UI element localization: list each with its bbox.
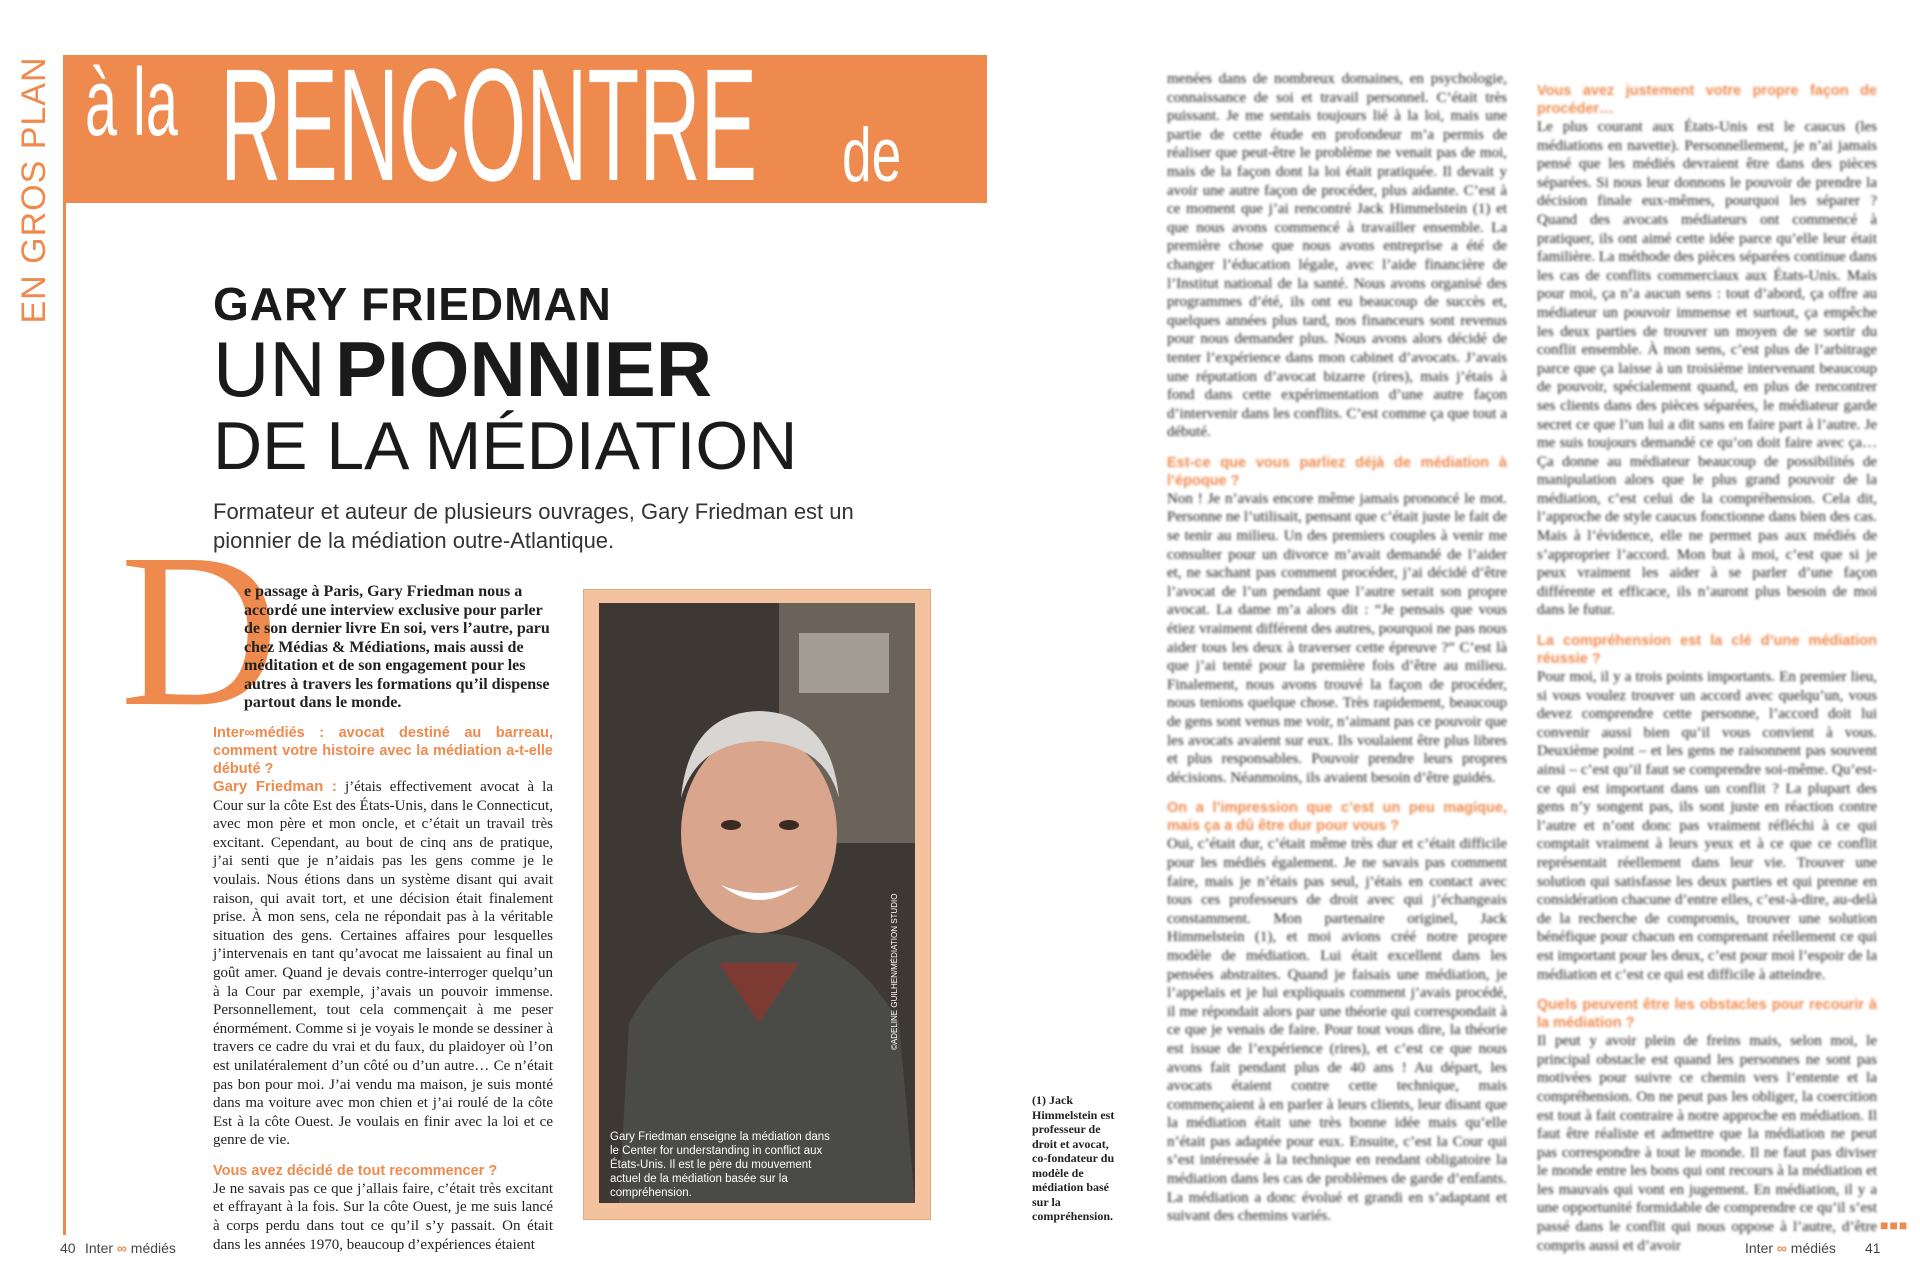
question: La compréhension est la clé d’une médiation réussie ? xyxy=(1537,633,1877,668)
question-2: Vous avez décidé de tout recommencer ? xyxy=(213,1162,498,1179)
right-page-column-1 xyxy=(1167,70,1507,1226)
section-label: EN GROS PLAN xyxy=(15,56,53,324)
page-number-right: 41 xyxy=(1865,1240,1881,1256)
answer-2-text: Je ne savais pas ce que j’allais faire, c’était très excitant et effrayant à la fois. Sur la côte Ouest, je me suis lancé à corps perdu dans tout ce qu’il s’y passait. On était dans les années 1970, beaucoup d’expériences étaient xyxy=(213,1180,553,1253)
portrait-illustration xyxy=(599,603,915,1203)
infinity-icon: ∞ xyxy=(1776,1240,1787,1256)
paragraph: menées dans de nombreux domaines, en psychologie, connaissance de soi et travail personnel. C’était très puissant. Je me sentais toujours lié à la loi, mais une partie de cette étude en profondeur m’a permis de réaliser que peut-être le problème ne venait pas de moi, mais de la façon dont la loi était pratiquée. Il devait y avoir une autre façon de procéder, plus aidante. C’est à ce moment que j’ai rencontré Jack Himmelstein (1) et que nous avons commencé à travailler ensemble. La première chose que nous avons entreprise a été de changer l’éducation légale, avec l’aide financière de l’Institut national de la santé. Nous avons organisé des programmes d’été, ils ont eu beaucoup de succès et, quelques années plus tard, nos financeurs sont revenus pour nous demander plus. Nous avons alors décidé de tenter l’expérience dans mon cabinet d’avocats. J’avais une réputation d’avocat bizarre (rires), mais j’étais à fond dans cette expérimentation d’une autre façon d’intervenir dans les conflits. C’est comme ça que tout a débuté. xyxy=(1167,71,1507,441)
title-mediation: DE LA MÉDIATION xyxy=(213,408,798,484)
title-un: UN xyxy=(213,325,326,413)
banner-de: de xyxy=(842,113,902,198)
paragraph: Pour moi, il y a trois points importants. En premier lieu, si vous voulez trouver un accord avec quelqu’un, vous devez comprendre cette personne, l’accord doit lui convenir aussi bien qu’il vous convient à vous. Deuxième point – et les gens ne raisonnent pas souvent ainsi – c’est qu’il faut se comprendre soi-même. Qu’est-ce qui est important dans un conflit ? La plupart des gens n’y songent pas, ils sont juste en réaction contre l’autre et n’ont donc pas vraiment réfléchi à ce qui comptait vraiment à leurs yeux et à ce que ce conflit représentait réellement dans leur vie. Trouver une solution qui satisfasse les deux parties et qui prenne en considération chacune d’entre elles, c’est-à-dire, au-delà de la recherche de compromis, trouver une solution bénéfique pour chacun en comprenant réellement ce qui est important pour les deux, c’est pour moi l’espoir de la médiation et c’est ce qui est difficile à atteindre. xyxy=(1537,669,1877,983)
paragraph: Non ! Je n’avais encore même jamais prononcé le mot. Personne ne l’utilisait, pensant que c’était juste le fait de se tenir au milieu. Un des premiers couples à venir me consulter pour un divorce m’avait demandé de l’aider et, ne sachant pas comment procéder, j’ai décidé d’être l’avocat de l’un pendant que l’autre serait son propre avocat. La dame m’a alors dit : “Je pensais que vous étiez vraiment différent des autres, pourquoi ne pas nous aider tous les deux à traverser cette épreuve ?” C’est là que j’ai tenté pour la première fois d’être au milieu. Finalement, nous avons trouvé la façon de procéder, nous tenions quelque chose. Très rapidement, beaucoup de gens sont venus me voir, n’aimant pas ce pouvoir que les avocats avaient sur eux. Ils voulaient être plus libres et plus responsables. Pouvoir prendre leurs propres décisions. Néanmoins, ils avaient besoin d’être guidés. xyxy=(1167,490,1507,786)
article-subject-name: GARY FRIEDMAN xyxy=(213,278,612,330)
question: On a l’impression que c’est un peu magique, mais ça a dû être dur pour vous ? xyxy=(1167,800,1507,835)
accent-vertical-rule xyxy=(63,55,66,1235)
brand-end: médiés xyxy=(1790,1240,1836,1256)
infinity-icon: ∞ xyxy=(116,1240,127,1256)
brand-start: Inter xyxy=(85,1240,114,1256)
brand-footer-left xyxy=(85,1240,176,1256)
photo-caption: Gary Friedman enseigne la médiation dans le Center for understanding in conflict aux États-Unis. Il est le père du mouvement actuel de la médiation basée sur la compréhension. xyxy=(610,1131,830,1199)
banner-a-la: à la xyxy=(85,49,178,156)
footnote: (1) Jack Himmelstein est professeur de droit et avocat, co-fondateur du modèle de médiation basé sur la compréhension. xyxy=(1032,1093,1115,1223)
question: Est-ce que vous parliez déjà de médiation à l’époque ? xyxy=(1167,454,1507,489)
portrait-photo xyxy=(599,603,915,1203)
intro-paragraph: e passage à Paris, Gary Friedman nous a accordé une interview exclusive pour parler de son dernier livre En soi, vers l’autre, paru chez Médias & Médiations, mais aussi de méditation et de son engagement pour les autres à travers les formations qu’il dispense partout dans le monde. xyxy=(244,583,550,711)
right-page-column-2 xyxy=(1537,70,1877,1255)
title-pionnier: PIONNIER xyxy=(335,325,713,413)
brand-footer-right xyxy=(1745,1240,1836,1256)
question: Quels peuvent être les obstacles pour recourir à la médiation ? xyxy=(1537,997,1877,1032)
decorative-dots: ■■■ xyxy=(1880,1217,1909,1233)
paragraph: Oui, c’était dur, c’était même très dur et c’était difficile pour les médiés également. Je ne savais pas comment faire, mais je n’étais pas seul, j’étais en contact avec tous ces professeurs de droit avec qui j’échangeais constamment. Mon partenaire originel, Jack Himmelstein (1), et moi avions créé notre propre modèle de médiation. Lui était excellent dans les pensées abstraites. Quand je faisais une médiation, je l’appelais et je lui expliquais comment j’avais procédé, il me répondait alors par une théorie qui correspondait à ce que je venais de faire. Pour tout vous dire, la théorie est issue de l’expérience (rires), et c’est ce que nous avons fait pendant plus de 40 ans ! Au départ, les avocats étaient contre cette technique, mais commençaient à en parler à leurs clients, leur disant que la médiation était une très bonne idée mais qu’elle n’était pas adaptée pour eux. Ensuite, c’est la Cour qui s’est intéressée à la technique en rendant obligatoire la médiation dans les cas de problèmes de garde d’enfants. La médiation a donc évolué et grandi en s’adaptant et suivant des chemins variés. xyxy=(1167,836,1507,1225)
question-1: Inter∞médiés : avocat destiné au barreau, comment votre histoire avec la médiation a-t-elle débuté ? xyxy=(213,725,553,777)
photo-credit: ©ADELINE GUILHEN/MÉDIATION STUDIO xyxy=(890,893,899,1050)
banner-rencontre: RENCONTRE xyxy=(220,35,758,214)
brand-end: médiés xyxy=(130,1240,176,1256)
answer-1 xyxy=(213,778,553,1150)
left-column xyxy=(213,724,553,1254)
answer-1-text: j’étais effectivement avocat à la Cour sur la côte Est des États-Unis, dans le Connecticut, avec mon père et mon oncle, et c’était un travail très excitant. Cependant, au bout de cinq ans de pratique, j’ai senti que je n’aidais pas les gens comme je le voulais. Nous étions dans un système disant qui avait raison, qui avait tort, et une décision était finalement prise. À mon sens, cela ne répondait pas à la véritable situation des gens. Certaines affaires pour lesquelles j’intervenais en tant qu’avocat me laissaient au final un goût amer. Quand je devais contre-interroger quelqu’un à la Cour par exemple, j’avais un pouvoir immense. Personnellement, tout cela commençait à me peser énormément. Comme si je voyais le monde se dessiner à travers ce cadre du vrai et du faux, du plaidoyer où l’on est unilatéralement d’un côté ou d’un autre… Ce n’était pas bon pour moi. J’ai vendu ma maison, je suis monté dans ma voiture avec mon chien et j’ai roulé de la côte Est à la côte Ouest. Je voulais en finir avec la loi et ce genre de vie. xyxy=(213,779,554,1149)
question: Vous avez justement votre propre façon de procéder… xyxy=(1537,83,1877,117)
brand-start: Inter xyxy=(1745,1240,1774,1256)
article-lead: Formateur et auteur de plusieurs ouvrages, Gary Friedman est un pionnier de la médiation outre-Atlantique. xyxy=(213,499,854,553)
answer-speaker: Gary Friedman : xyxy=(213,778,337,795)
page-number-left: 40 xyxy=(60,1240,76,1256)
paragraph: Il peut y avoir plein de freins mais, selon moi, le principal obstacle est quand les personnes ne sont pas motivées pour suivre ce chemin vers l’entente et la compréhension. On ne peut pas les obliger, la coercition est tout à fait contraire à notre approche en médiation. Il faut être réaliste et admettre que la médiation ne peut pas correspondre à tout le monde. Il ne faut pas diviser le monde entre les bons qui ont recours à la médiation et les mauvais qui vont en jugement. En médiation, il y a une opportunité formidable de comprendre ce qu’il s’est passé dans le conflit qui nous oppose à l’autre, d’être compris aussi et d’avoir xyxy=(1537,1033,1877,1254)
drop-cap: D xyxy=(120,508,279,752)
paragraph: Le plus courant aux États-Unis est le caucus (les médiations en navette). Personnellement, je n’ai jamais pensé que les médiés devraient être dans des pièces séparées. Si nous leur donnons le pouvoir de prendre la décision finale eux-mêmes, pourquoi les séparer ? Quand des avocats médiateurs ont commencé à pratiquer, ils ont aimé cette idée parce qu’elle leur était familière. La méthode des pièces séparées continue dans les cas de conflits commerciaux aux États-Unis. Mais pour moi, ça n’a aucun sens : tout d’abord, ça offre au médiateur un pouvoir immense et surtout, ça empêche les deux parties de trouver un moyen de se sortir du conflit ensemble. À mon sens, c’est plus de l’arbitrage parce que ça laisse à un troisième intervenant beaucoup de pouvoir, spécialement quand, en plus de rencontrer ses clients dans des pièces séparées, le médiateur garde secret ce que l’un lui a dit sans en faire part à l’autre. Je me suis toujours demandé ce qu’on doit faire avec ça… Ça donne au médiateur beaucoup de possibilités de manipulation alors que le plus grand pouvoir de la médiation, c’est celui de la compréhension. Cela dit, l’approche de style caucus fonctionne dans bien des cas. Mais à l’évidence, elle ne permet pas aux médiés de s’approprier l’accord. Mon but à moi, c’est que si je peux vraiment les aider à se parler d’une façon différente et efficace, ils n’auront plus besoin de moi dans le futur. xyxy=(1537,119,1877,619)
